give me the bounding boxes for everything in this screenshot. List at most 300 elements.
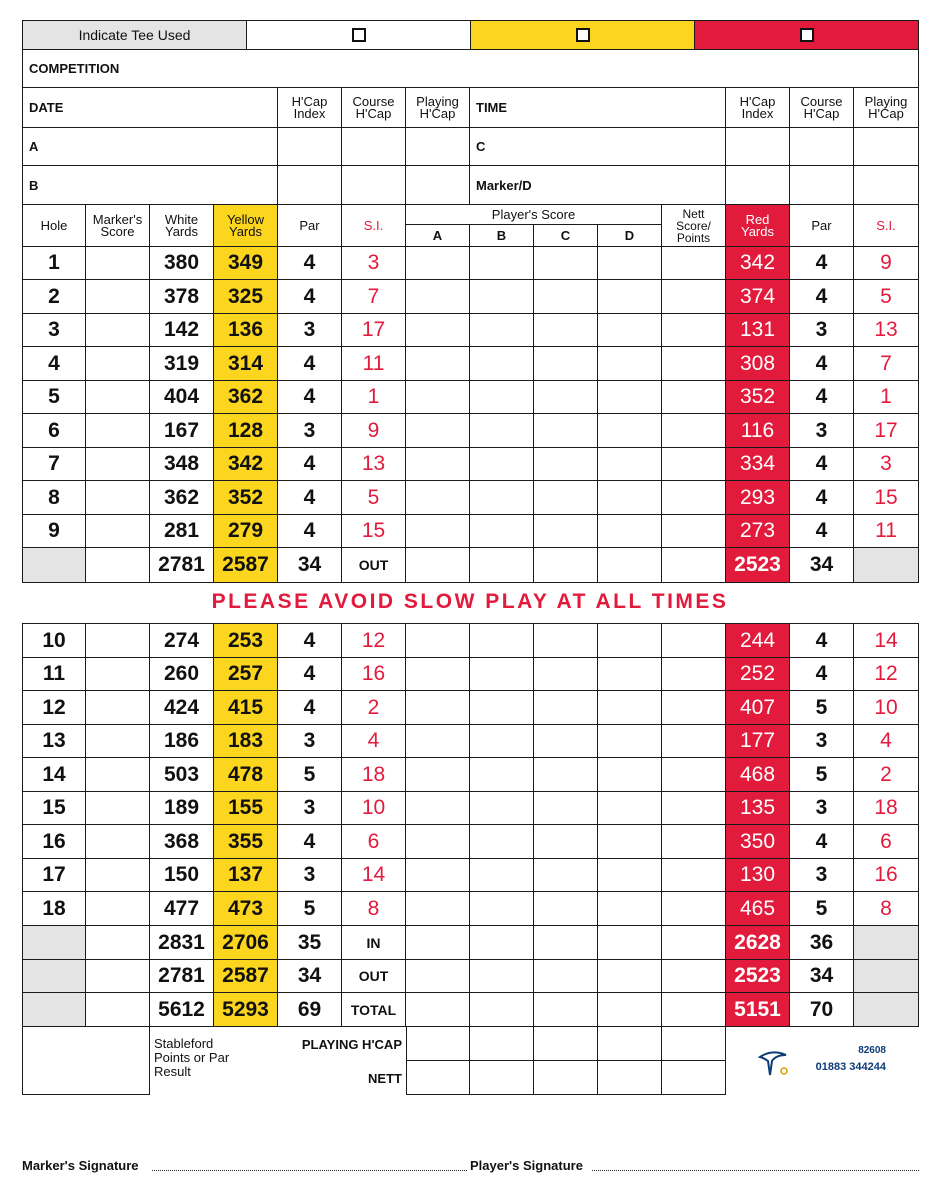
score-entry-cell[interactable] xyxy=(662,481,726,515)
yellow-yards: 279 xyxy=(214,515,278,548)
tee-red-box[interactable] xyxy=(695,20,919,50)
par-value: 4 xyxy=(278,247,342,280)
score-entry-cell[interactable] xyxy=(662,515,726,548)
score-entry-cell[interactable] xyxy=(662,859,726,892)
si-value: 5 xyxy=(342,481,406,515)
white-yards: 368 xyxy=(150,825,214,859)
hcap-right-1-11[interactable] xyxy=(726,128,790,166)
score-entry-cell[interactable] xyxy=(598,792,662,825)
par-value: 4 xyxy=(278,448,342,481)
score-entry-cell[interactable] xyxy=(406,691,470,725)
total-entry-cell[interactable] xyxy=(598,548,662,583)
si-value: 15 xyxy=(342,515,406,548)
total-marker-cell[interactable] xyxy=(86,960,150,993)
total-red: 5151 xyxy=(726,993,790,1027)
marker-score-cell[interactable] xyxy=(86,859,150,892)
yellow-yards: 136 xyxy=(214,314,278,347)
score-entry-cell[interactable] xyxy=(598,758,662,792)
hcap-left-1-6[interactable] xyxy=(406,128,470,166)
tee-yellow-box[interactable] xyxy=(471,20,695,50)
red-par-value: 4 xyxy=(790,825,854,859)
score-entry-cell[interactable] xyxy=(598,481,662,515)
hcap-left-2-5[interactable] xyxy=(342,166,406,205)
par-value: 4 xyxy=(278,691,342,725)
playing-hcap-cell[interactable] xyxy=(534,1027,598,1061)
logo-phone: 01883 344244 xyxy=(815,1061,886,1073)
score-entry-cell[interactable] xyxy=(598,825,662,859)
score-entry-cell[interactable] xyxy=(534,314,598,347)
score-entry-cell[interactable] xyxy=(470,448,534,481)
marker-score-cell[interactable] xyxy=(86,892,150,926)
stableford-box[interactable] xyxy=(22,1027,150,1095)
yellow-yards: 137 xyxy=(214,859,278,892)
bird-logo-icon xyxy=(758,1049,788,1079)
red-yards: 116 xyxy=(726,414,790,448)
score-entry-cell[interactable] xyxy=(406,381,470,414)
hcap-right-2-13[interactable] xyxy=(854,166,919,205)
par-value: 4 xyxy=(278,658,342,691)
score-entry-cell[interactable] xyxy=(534,624,598,658)
red-yards: 352 xyxy=(726,381,790,414)
total-white: 2831 xyxy=(150,926,214,960)
total-marker-cell[interactable] xyxy=(86,993,150,1027)
yellow-yards: 478 xyxy=(214,758,278,792)
white-yards: 380 xyxy=(150,247,214,280)
score-entry-cell[interactable] xyxy=(534,892,598,926)
total-label: IN xyxy=(342,926,406,960)
score-entry-cell[interactable] xyxy=(598,892,662,926)
total-entry-cell[interactable] xyxy=(534,926,598,960)
total-entry-cell[interactable] xyxy=(534,993,598,1027)
red-si-value: 2 xyxy=(854,758,919,792)
total-blank-right xyxy=(854,926,919,960)
total-entry-cell[interactable] xyxy=(598,926,662,960)
score-entry-cell[interactable] xyxy=(534,381,598,414)
marker-score-cell[interactable] xyxy=(86,414,150,448)
score-entry-cell[interactable] xyxy=(598,658,662,691)
playing-hcap-label: PLAYING H'CAP xyxy=(301,1036,402,1052)
par-value: 4 xyxy=(278,347,342,381)
score-entry-cell[interactable] xyxy=(598,414,662,448)
score-entry-cell[interactable] xyxy=(534,347,598,381)
score-entry-cell[interactable] xyxy=(406,758,470,792)
score-entry-cell[interactable] xyxy=(406,624,470,658)
marker-score-cell[interactable] xyxy=(86,481,150,515)
score-entry-cell[interactable] xyxy=(406,792,470,825)
score-entry-cell[interactable] xyxy=(470,859,534,892)
score-entry-cell[interactable] xyxy=(598,725,662,758)
score-entry-cell[interactable] xyxy=(662,792,726,825)
total-yellow: 5293 xyxy=(214,993,278,1027)
score-entry-cell[interactable] xyxy=(406,825,470,859)
hcap-right-0-11: H'Cap Index xyxy=(726,88,790,128)
score-entry-cell[interactable] xyxy=(406,658,470,691)
score-entry-cell[interactable] xyxy=(534,280,598,314)
nett-cell[interactable] xyxy=(470,1061,534,1095)
score-entry-cell[interactable] xyxy=(534,481,598,515)
score-entry-cell[interactable] xyxy=(470,691,534,725)
score-entry-cell[interactable] xyxy=(534,758,598,792)
playing-hcap-cell[interactable] xyxy=(598,1027,662,1061)
total-blank-right xyxy=(854,548,919,583)
marker-score-cell[interactable] xyxy=(86,247,150,280)
score-entry-cell[interactable] xyxy=(598,691,662,725)
total-blank xyxy=(22,960,86,993)
white-yards: 378 xyxy=(150,280,214,314)
red-si-value: 15 xyxy=(854,481,919,515)
hcap-right-1-12[interactable] xyxy=(790,128,854,166)
hole-number: 7 xyxy=(22,448,86,481)
total-white: 2781 xyxy=(150,960,214,993)
marker-signature-line[interactable] xyxy=(152,1170,467,1171)
marker-score-cell[interactable] xyxy=(86,515,150,548)
yellow-yards: 342 xyxy=(214,448,278,481)
score-entry-cell[interactable] xyxy=(470,347,534,381)
yellow-yards: 355 xyxy=(214,825,278,859)
score-entry-cell[interactable] xyxy=(470,658,534,691)
total-entry-cell[interactable] xyxy=(406,548,470,583)
red-yards: 407 xyxy=(726,691,790,725)
marker-score-cell[interactable] xyxy=(86,314,150,347)
hcap-left-1-4[interactable] xyxy=(278,128,342,166)
red-yards: 252 xyxy=(726,658,790,691)
score-entry-cell[interactable] xyxy=(662,892,726,926)
hcap-left-1-5[interactable] xyxy=(342,128,406,166)
score-entry-cell[interactable] xyxy=(470,825,534,859)
total-entry-cell[interactable] xyxy=(598,960,662,993)
red-yards: 135 xyxy=(726,792,790,825)
red-yards: 334 xyxy=(726,448,790,481)
score-entry-cell[interactable] xyxy=(406,859,470,892)
score-entry-cell[interactable] xyxy=(598,859,662,892)
white-yards: 503 xyxy=(150,758,214,792)
score-entry-cell[interactable] xyxy=(598,381,662,414)
nett-cell[interactable] xyxy=(662,1061,726,1095)
score-entry-cell[interactable] xyxy=(662,314,726,347)
total-par: 34 xyxy=(278,548,342,583)
hole-number: 11 xyxy=(22,658,86,691)
col-header-marker: Marker's Score xyxy=(86,205,150,247)
white-tee-checkbox[interactable] xyxy=(352,28,366,42)
logo-code: 82608 xyxy=(858,1045,886,1056)
hole-number: 3 xyxy=(22,314,86,347)
par-value: 3 xyxy=(278,414,342,448)
total-blank-right xyxy=(854,960,919,993)
total-entry-cell[interactable] xyxy=(598,993,662,1027)
left-label-date: DATE xyxy=(22,88,278,128)
score-entry-cell[interactable] xyxy=(470,381,534,414)
col-header-si: S.I. xyxy=(342,205,406,247)
marker-score-cell[interactable] xyxy=(86,825,150,859)
col-header-par: Par xyxy=(278,205,342,247)
total-entry-cell[interactable] xyxy=(470,926,534,960)
score-entry-cell[interactable] xyxy=(662,347,726,381)
score-entry-cell[interactable] xyxy=(470,725,534,758)
score-entry-cell[interactable] xyxy=(470,247,534,280)
score-entry-cell[interactable] xyxy=(534,825,598,859)
score-entry-cell[interactable] xyxy=(598,247,662,280)
nett-cell[interactable] xyxy=(406,1061,470,1095)
right-label-row_c[interactable]: C xyxy=(470,128,726,166)
player-signature-label: Player's Signature xyxy=(470,1158,583,1173)
score-entry-cell[interactable] xyxy=(470,792,534,825)
hole-number: 6 xyxy=(22,414,86,448)
total-marker-cell[interactable] xyxy=(86,926,150,960)
marker-score-cell[interactable] xyxy=(86,792,150,825)
score-entry-cell[interactable] xyxy=(470,280,534,314)
si-value: 8 xyxy=(342,892,406,926)
yellow-yards: 155 xyxy=(214,792,278,825)
si-value: 6 xyxy=(342,825,406,859)
score-entry-cell[interactable] xyxy=(406,481,470,515)
score-entry-cell[interactable] xyxy=(470,481,534,515)
right-label-time: TIME xyxy=(470,88,726,128)
col-header-hole: Hole xyxy=(22,205,86,247)
score-entry-cell[interactable] xyxy=(598,448,662,481)
score-entry-cell[interactable] xyxy=(598,280,662,314)
total-blank-right xyxy=(854,993,919,1027)
score-entry-cell[interactable] xyxy=(662,280,726,314)
hcap-left-0-5: Course H'Cap xyxy=(342,88,406,128)
white-yards: 281 xyxy=(150,515,214,548)
par-value: 3 xyxy=(278,859,342,892)
total-entry-cell[interactable] xyxy=(470,960,534,993)
right-label-row_marker[interactable]: Marker/D xyxy=(470,166,726,205)
total-entry-cell[interactable] xyxy=(406,993,470,1027)
red-par-value: 4 xyxy=(790,481,854,515)
score-entry-cell[interactable] xyxy=(406,314,470,347)
total-entry-cell[interactable] xyxy=(470,993,534,1027)
competition-field[interactable]: COMPETITION xyxy=(22,50,919,88)
total-entry-cell[interactable] xyxy=(662,548,726,583)
score-entry-cell[interactable] xyxy=(534,725,598,758)
red-par-value: 4 xyxy=(790,515,854,548)
red-par-value: 4 xyxy=(790,347,854,381)
total-entry-cell[interactable] xyxy=(470,548,534,583)
si-value: 7 xyxy=(342,280,406,314)
score-entry-cell[interactable] xyxy=(662,448,726,481)
hcap-right-1-13[interactable] xyxy=(854,128,919,166)
marker-score-cell[interactable] xyxy=(86,691,150,725)
white-yards: 260 xyxy=(150,658,214,691)
si-value: 13 xyxy=(342,448,406,481)
score-entry-cell[interactable] xyxy=(470,515,534,548)
score-entry-cell[interactable] xyxy=(406,515,470,548)
white-yards: 186 xyxy=(150,725,214,758)
score-entry-cell[interactable] xyxy=(662,691,726,725)
total-entry-cell[interactable] xyxy=(406,926,470,960)
left-label-row_a[interactable]: A xyxy=(22,128,278,166)
hcap-right-2-11[interactable] xyxy=(726,166,790,205)
score-entry-cell[interactable] xyxy=(534,658,598,691)
yellow-tee-checkbox[interactable] xyxy=(576,28,590,42)
si-value: 18 xyxy=(342,758,406,792)
si-value: 9 xyxy=(342,414,406,448)
red-si-value: 8 xyxy=(854,892,919,926)
white-yards: 274 xyxy=(150,624,214,658)
total-red: 2523 xyxy=(726,960,790,993)
score-entry-cell[interactable] xyxy=(662,381,726,414)
score-entry-cell[interactable] xyxy=(662,658,726,691)
player-signature-line[interactable] xyxy=(592,1170,919,1171)
si-value: 3 xyxy=(342,247,406,280)
playing-hcap-cell[interactable] xyxy=(406,1027,470,1061)
red-par-value: 5 xyxy=(790,691,854,725)
total-entry-cell[interactable] xyxy=(662,993,726,1027)
score-entry-cell[interactable] xyxy=(662,725,726,758)
red-si-value: 6 xyxy=(854,825,919,859)
score-entry-cell[interactable] xyxy=(534,448,598,481)
total-yellow: 2587 xyxy=(214,960,278,993)
score-entry-cell[interactable] xyxy=(662,414,726,448)
score-entry-cell[interactable] xyxy=(406,892,470,926)
hole-number: 13 xyxy=(22,725,86,758)
score-entry-cell[interactable] xyxy=(406,247,470,280)
score-entry-cell[interactable] xyxy=(470,414,534,448)
white-yards: 319 xyxy=(150,347,214,381)
total-entry-cell[interactable] xyxy=(534,960,598,993)
yellow-yards: 362 xyxy=(214,381,278,414)
score-entry-cell[interactable] xyxy=(470,892,534,926)
score-entry-cell[interactable] xyxy=(662,825,726,859)
white-yards: 150 xyxy=(150,859,214,892)
total-marker-cell[interactable] xyxy=(86,548,150,583)
total-entry-cell[interactable] xyxy=(662,926,726,960)
total-blank xyxy=(22,548,86,583)
score-entry-cell[interactable] xyxy=(598,347,662,381)
red-si-value: 12 xyxy=(854,658,919,691)
red-tee-checkbox[interactable] xyxy=(800,28,814,42)
score-entry-cell[interactable] xyxy=(406,347,470,381)
score-entry-cell[interactable] xyxy=(534,515,598,548)
marker-score-cell[interactable] xyxy=(86,758,150,792)
score-entry-cell[interactable] xyxy=(534,414,598,448)
left-label-row_b[interactable]: B xyxy=(22,166,278,205)
marker-score-cell[interactable] xyxy=(86,448,150,481)
yellow-yards: 253 xyxy=(214,624,278,658)
score-entry-cell[interactable] xyxy=(662,624,726,658)
red-par-value: 5 xyxy=(790,758,854,792)
marker-score-cell[interactable] xyxy=(86,347,150,381)
total-par: 69 xyxy=(278,993,342,1027)
red-par-value: 4 xyxy=(790,624,854,658)
score-entry-cell[interactable] xyxy=(470,624,534,658)
total-label: TOTAL xyxy=(342,993,406,1027)
white-yards: 404 xyxy=(150,381,214,414)
yellow-yards: 349 xyxy=(214,247,278,280)
col-header-si2: S.I. xyxy=(854,205,919,247)
si-value: 4 xyxy=(342,725,406,758)
score-entry-cell[interactable] xyxy=(662,247,726,280)
playing-hcap-cell[interactable] xyxy=(470,1027,534,1061)
score-entry-cell[interactable] xyxy=(534,859,598,892)
nett-cell[interactable] xyxy=(598,1061,662,1095)
score-entry-cell[interactable] xyxy=(470,314,534,347)
red-si-value: 13 xyxy=(854,314,919,347)
hole-number: 4 xyxy=(22,347,86,381)
slow-play-notice: PLEASE AVOID SLOW PLAY AT ALL TIMES xyxy=(211,590,729,613)
marker-score-cell[interactable] xyxy=(86,381,150,414)
marker-score-cell[interactable] xyxy=(86,624,150,658)
marker-score-cell[interactable] xyxy=(86,725,150,758)
white-yards: 142 xyxy=(150,314,214,347)
total-red-par: 34 xyxy=(790,548,854,583)
red-si-value: 5 xyxy=(854,280,919,314)
total-entry-cell[interactable] xyxy=(662,960,726,993)
total-par: 34 xyxy=(278,960,342,993)
score-entry-cell[interactable] xyxy=(598,314,662,347)
si-value: 14 xyxy=(342,859,406,892)
score-entry-cell[interactable] xyxy=(534,247,598,280)
par-value: 4 xyxy=(278,624,342,658)
playing-hcap-cell[interactable] xyxy=(662,1027,726,1061)
red-yards: 342 xyxy=(726,247,790,280)
total-red: 2628 xyxy=(726,926,790,960)
hcap-right-0-13: Playing H'Cap xyxy=(854,88,919,128)
hcap-left-2-6[interactable] xyxy=(406,166,470,205)
score-entry-cell[interactable] xyxy=(534,691,598,725)
col-header-white: White Yards xyxy=(150,205,214,247)
total-red-par: 34 xyxy=(790,960,854,993)
si-value: 12 xyxy=(342,624,406,658)
nett-cell[interactable] xyxy=(534,1061,598,1095)
red-yards: 244 xyxy=(726,624,790,658)
si-value: 10 xyxy=(342,792,406,825)
red-si-value: 4 xyxy=(854,725,919,758)
col-header-player-c: C xyxy=(534,225,598,247)
total-label: OUT xyxy=(342,960,406,993)
red-par-value: 5 xyxy=(790,892,854,926)
total-entry-cell[interactable] xyxy=(534,548,598,583)
red-yards: 131 xyxy=(726,314,790,347)
red-si-value: 9 xyxy=(854,247,919,280)
red-si-value: 7 xyxy=(854,347,919,381)
hole-number: 2 xyxy=(22,280,86,314)
tee-white-box[interactable] xyxy=(247,20,471,50)
score-entry-cell[interactable] xyxy=(406,725,470,758)
score-entry-cell[interactable] xyxy=(406,414,470,448)
hcap-left-0-6: Playing H'Cap xyxy=(406,88,470,128)
red-par-value: 4 xyxy=(790,280,854,314)
total-blank xyxy=(22,926,86,960)
score-entry-cell[interactable] xyxy=(598,515,662,548)
score-entry-cell[interactable] xyxy=(598,624,662,658)
total-white: 5612 xyxy=(150,993,214,1027)
red-par-value: 3 xyxy=(790,859,854,892)
score-entry-cell[interactable] xyxy=(406,448,470,481)
score-entry-cell[interactable] xyxy=(470,758,534,792)
score-entry-cell[interactable] xyxy=(534,792,598,825)
red-yards: 468 xyxy=(726,758,790,792)
tee-label: Indicate Tee Used xyxy=(22,20,247,50)
par-value: 4 xyxy=(278,481,342,515)
yellow-yards: 325 xyxy=(214,280,278,314)
marker-score-cell[interactable] xyxy=(86,658,150,691)
si-value: 2 xyxy=(342,691,406,725)
red-yards: 273 xyxy=(726,515,790,548)
yellow-yards: 128 xyxy=(214,414,278,448)
hole-number: 15 xyxy=(22,792,86,825)
score-entry-cell[interactable] xyxy=(662,758,726,792)
hcap-right-2-12[interactable] xyxy=(790,166,854,205)
hcap-left-2-4[interactable] xyxy=(278,166,342,205)
col-header-nett: Nett Score/ Points xyxy=(662,205,726,247)
score-entry-cell[interactable] xyxy=(406,280,470,314)
marker-score-cell[interactable] xyxy=(86,280,150,314)
red-si-value: 16 xyxy=(854,859,919,892)
red-par-value: 4 xyxy=(790,658,854,691)
total-entry-cell[interactable] xyxy=(406,960,470,993)
